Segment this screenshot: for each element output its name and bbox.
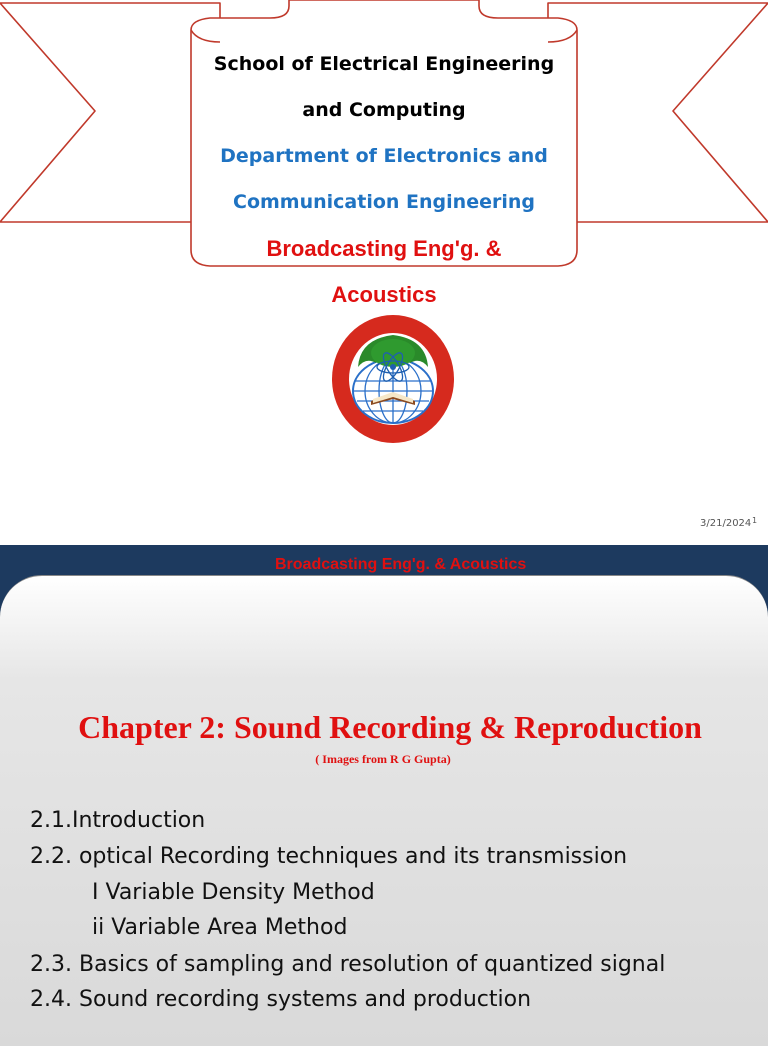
slide-page-number: 1 <box>752 516 758 525</box>
university-seal-icon <box>330 313 456 445</box>
ribbon-center-panel <box>191 0 577 266</box>
outline-subitem: I Variable Density Method <box>92 880 375 905</box>
divider-course-title: Broadcasting Eng'g. & Acoustics <box>275 556 527 573</box>
outline-item: 2.4. Sound recording systems and production <box>30 987 532 1012</box>
outline-item: 2.2. optical Recording techniques and its transmission <box>30 844 628 869</box>
department-line2: Communication Engineering <box>233 191 535 213</box>
chapter-slide <box>0 575 768 1024</box>
chapter-title: Chapter 2: Sound Recording & Reproduction <box>78 709 702 745</box>
course-title-line2: Acoustics <box>331 282 437 307</box>
outline-subitem: ii Variable Area Method <box>92 915 348 940</box>
outline-item: 2.3. Basics of sampling and resolution of quantized signal <box>30 952 666 977</box>
image-source-note: ( Images from R G Gupta) <box>315 752 451 766</box>
school-name-line2: and Computing <box>302 99 466 121</box>
outline-item: 2.1.Introduction <box>30 808 206 833</box>
slide-date: 3/21/2024 <box>700 518 752 529</box>
content-panel <box>0 575 768 1046</box>
school-name-line1: School of Electrical Engineering <box>213 53 555 75</box>
course-title-line1: Broadcasting Eng'g. & <box>266 236 502 261</box>
department-line1: Department of Electronics and <box>220 145 548 167</box>
